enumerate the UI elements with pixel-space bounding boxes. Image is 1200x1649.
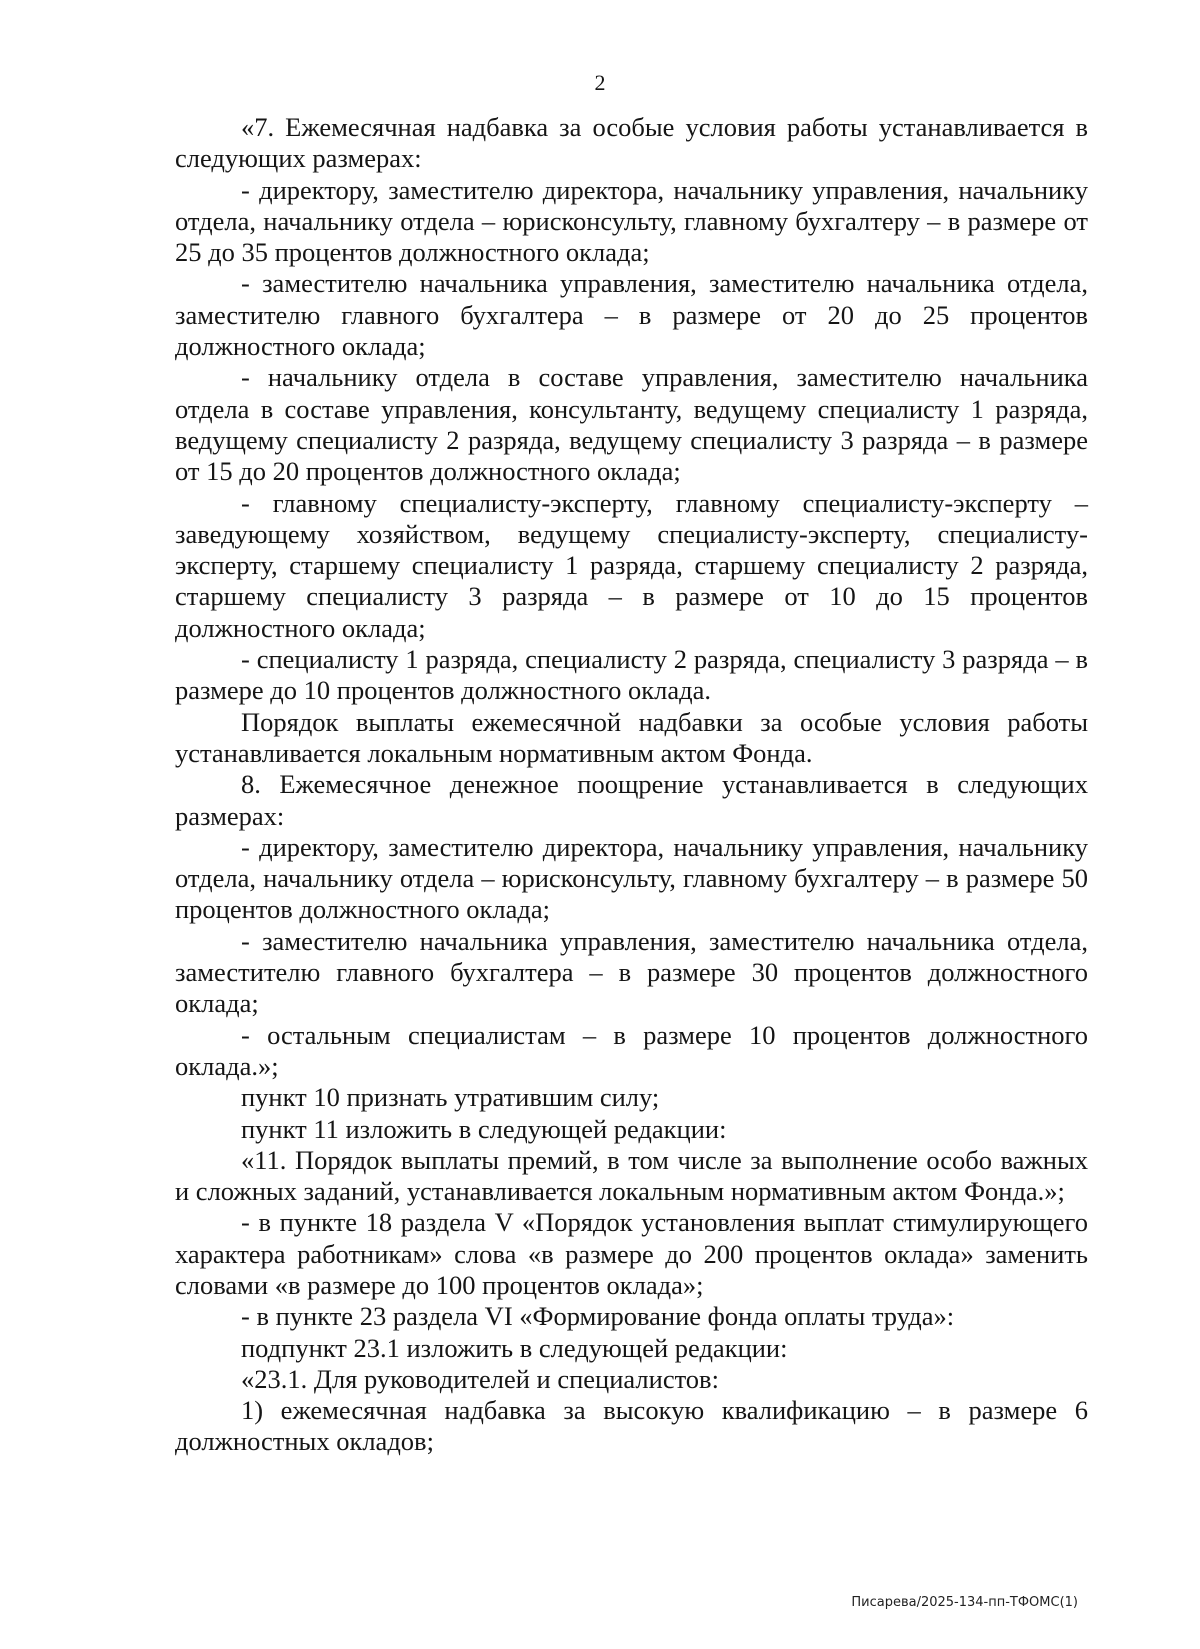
paragraph-7-item-specialists: - специалисту 1 разряда, специалисту 2 разряда, специалисту 3 разряда – в размере до 10 процентов должностного оклада. bbox=[175, 644, 1088, 706]
paragraph-8-item-deputies: - заместителю начальника управления, заместителю начальника отдела, заместителю главного бухгалтера – в размере 30 процентов должностного оклада; bbox=[175, 925, 1088, 1019]
paragraph-7-item-department-heads: - начальнику отдела в составе управления, заместителю начальника отдела в составе управления, консультанту, ведущему специалисту 1 разряда, ведущему специалисту 2 разряда, ведущему специалисту 3 разряда – в размере от 15 до 20 процентов должностного оклада; bbox=[175, 362, 1088, 487]
clause-11-intro: пункт 11 изложить в следующей редакции: bbox=[241, 1113, 727, 1144]
paragraph-7-item-directors: - директору, заместителю директора, начальнику управления, начальнику отдела, начальнику отдела – юрисконсульту, главному бухгалтеру – в размере от 25 до 35 процентов должностного оклада; bbox=[175, 174, 1088, 268]
subclause-23-1-intro: подпункт 23.1 изложить в следующей редакции: bbox=[241, 1332, 788, 1363]
clause-11-text: «11. Порядок выплаты премий, в том числе за выполнение особо важных и сложных заданий, устанавливается локальным нормативным актом Фонда.»; bbox=[175, 1144, 1088, 1207]
subclause-23-1-item-1: 1) ежемесячная надбавка за высокую квалификацию – в размере 6 должностных окладов; bbox=[175, 1395, 1088, 1457]
clause-18-amendment: - в пункте 18 раздела V «Порядок установления выплат стимулирующего характера работникам» слова «в размере до 200 процентов оклада» заменить словами «в размере до 100 процентов оклада»; bbox=[175, 1207, 1088, 1300]
paragraph-7-payment-order: Порядок выплаты ежемесячной надбавки за особые условия работы устанавливается локальным нормативным актом Фонда. bbox=[175, 706, 1088, 768]
clause-23-intro: - в пункте 23 раздела VI «Формирование фонда оплаты труда»: bbox=[241, 1301, 955, 1332]
clause-10-repeal: пункт 10 признать утратившим силу; bbox=[241, 1082, 660, 1113]
document-body bbox=[175, 112, 1088, 1458]
page-number: 2 bbox=[594, 70, 606, 95]
paragraph-7-item-deputies: - заместителю начальника управления, заместителю начальника отдела, заместителю главного бухгалтера – в размере от 20 до 25 процентов должностного оклада; bbox=[175, 268, 1088, 362]
document-reference: Писарева/2025-134-пп-ТФОМС(1) bbox=[851, 1595, 1078, 1610]
paragraph-8-intro: 8. Ежемесячное денежное поощрение устанавливается в следующих размерах: bbox=[175, 769, 1088, 831]
paragraph-8-item-others: - остальным специалистам – в размере 10 процентов должностного оклада.»; bbox=[175, 1019, 1088, 1081]
paragraph-7-intro: «7. Ежемесячная надбавка за особые условия работы устанавливается в следующих размерах: bbox=[175, 112, 1088, 174]
subclause-23-1-heading: «23.1. Для руководителей и специалистов: bbox=[241, 1363, 719, 1394]
paragraph-8-item-directors: - директору, заместителю директора, начальнику управления, начальнику отдела, начальнику отдела – юрисконсульту, главному бухгалтеру – в размере 50 процентов должностного оклада; bbox=[175, 831, 1088, 925]
paragraph-7-item-chief-specialists: - главному специалисту-эксперту, главному специалисту-эксперту – заведующему хозяйством, ведущему специалисту-эксперту, специалисту-эксперту, старшему специалисту 1 разряда, старшему специалисту 2 разряда, старшему специалисту 3 разряда – в размере от 10 до 15 процентов должностного оклада; bbox=[175, 487, 1088, 643]
